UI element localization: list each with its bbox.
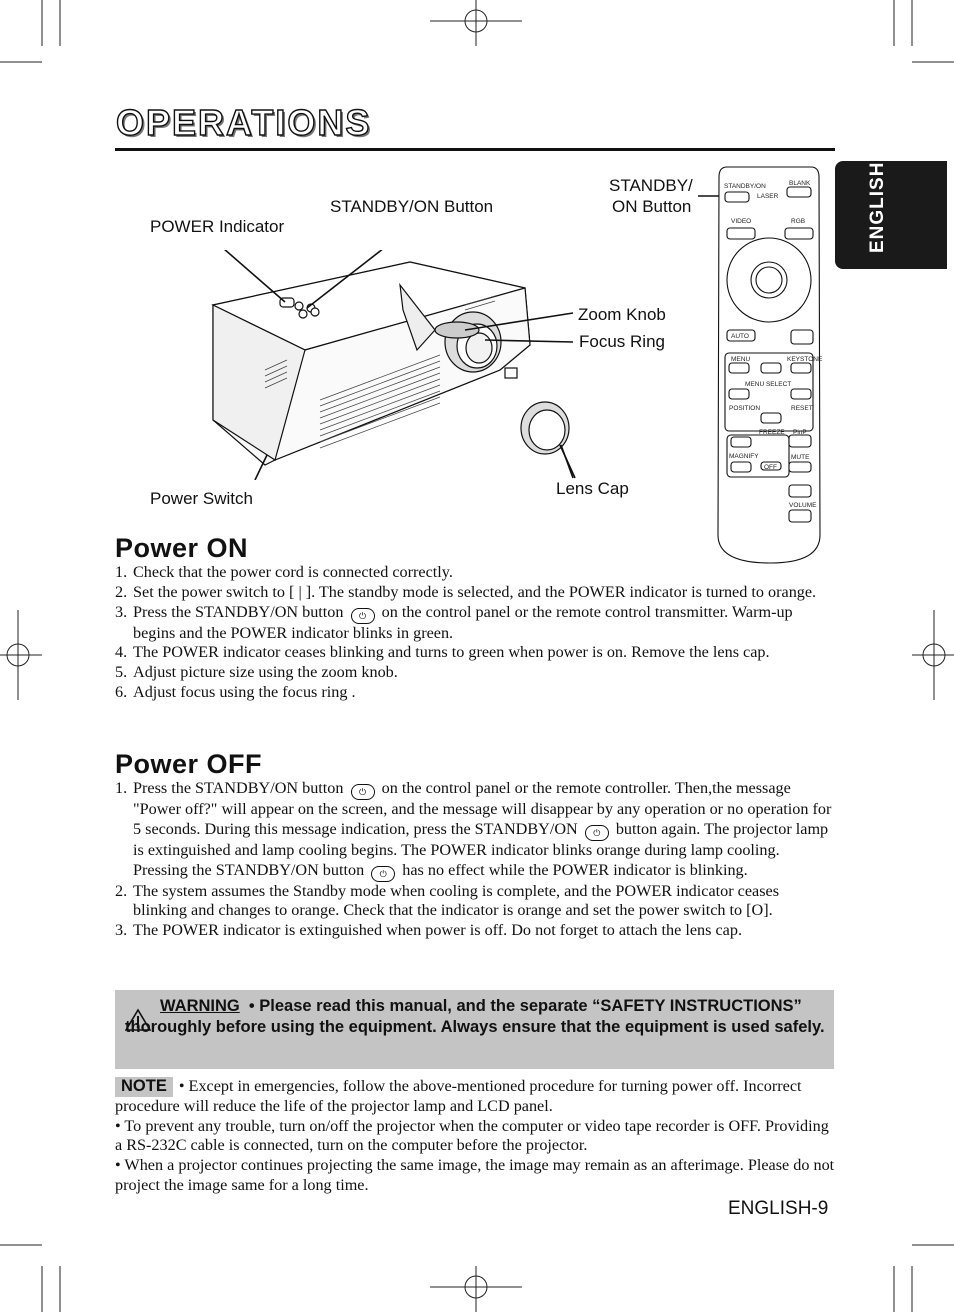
power-off-heading: Power OFF [115,749,263,779]
power-on-step: 4. The POWER indicator ceases blinking and turns to green when power is on. Remove the lens cap. [115,643,770,662]
remote-text-video: VIDEO [731,218,752,225]
note-paragraph: • When a projector continues projecting the same image, the image may remain as an afterimage. Please do not project the image same for a long time. [115,1156,835,1194]
power-off-steps [115,779,835,941]
remote-text-magnify: MAGNIFY [729,453,759,460]
remote-text-position: POSITION [729,405,761,412]
remote-text-off: OFF [764,464,777,471]
label-remote-standby-line1: STANDBY/ [609,176,693,195]
note-section [115,1077,835,1196]
power-on-steps [115,563,835,703]
standby-on-icon: ⏻ [585,825,609,841]
power-on-heading: Power ON [115,533,249,563]
remote-control [715,165,825,567]
label-zoom-knob: Zoom Knob [578,305,666,324]
label-power-indicator: POWER Indicator [150,217,285,236]
lens-cap-leader [555,440,585,480]
remote-text-volume: VOLUME [789,502,817,509]
standby-on-icon: ⏻ [371,866,395,882]
power-on-step: 1. Check that the power cord is connected correctly. [115,563,453,581]
warning-box [115,990,834,1069]
standby-on-icon: ⏻ [351,608,375,624]
remote-text-reset: RESET [791,405,813,412]
remote-text-freeze: FREEZE [759,429,785,436]
standby-on-icon: ⏻ [351,784,375,800]
label-standby-on-button: STANDBY/ON Button [330,197,494,216]
remote-text-pinp: PinP [793,429,807,436]
power-on-step: 2. Set the power switch to [ | ]. The standby mode is selected, and the POWER indicator is turned to orange. [115,582,817,601]
power-on-step: 3. Press the STANDBY/ON button ⏻ on the control panel or the remote control transmitter. Warm-up begins and the POWER indicator blinks in green. [115,602,793,642]
warning-label: WARNING [160,997,240,1015]
page-number: ENGLISH-9 [728,1198,829,1219]
label-power-switch: Power Switch [150,489,253,508]
projector-illustration [195,250,585,480]
remote-text-laser: LASER [757,193,779,200]
note-paragraph: NOTE • Except in emergencies, follow the above-mentioned procedure for turning power off. Incorrect procedure will reduce the life of the projector lamp and LCD panel. [115,1077,802,1115]
language-tab-label: ENGLISH [867,161,888,253]
remote-text-standby: STANDBY/ON [724,183,766,190]
page-title: OPERATIONS [116,102,372,143]
note-label: NOTE [115,1077,173,1097]
power-off-step: 3. The POWER indicator is extinguished when power is off. Do not forget to attach the lens cap. [115,921,742,940]
label-lens-cap: Lens Cap [556,479,629,498]
title-rule [115,148,835,151]
remote-text-mute: MUTE [791,454,810,461]
remote-text-menu: MENU [731,356,751,363]
power-on-step: 5. Adjust picture size using the zoom knob. [115,663,398,682]
remote-text-rgb: RGB [791,218,806,225]
language-tab [835,161,947,269]
note-paragraph: • To prevent any trouble, turn on/off the projector when the computer or video tape recorder is OFF. Providing a RS-232C cable is connected, turn on the computer before the projector. [115,1116,829,1155]
power-on-step: 6. Adjust focus using the focus ring . [115,682,356,701]
power-off-step: 2. The system assumes the Standby mode when cooling is complete, and the POWER indicator ceases blinking and changes to orange. Check that the indicator is orange and set the power switch to [O]. [115,881,780,920]
label-remote-standby-line2: ON Button [612,197,692,216]
label-focus-ring: Focus Ring [579,332,665,351]
remote-text-auto: AUTO [731,333,749,340]
remote-text-blank: BLANK [789,180,811,187]
power-off-step: 1. Press the STANDBY/ON button ⏻ on the control panel or the remote controller. Then,the message "Power off?" will appear on the screen, and the message will disappear by any operation or no operation for 5 seconds. During this message indication, press the STANDBY/ON ⏻ button again. The projector lamp is extinguished and lamp cooling begins. The POWER indicator blinks orange during lamp cooling. Pressing the STANDBY/ON button ⏻ has no effect while the POWER indicator is blinking. [115,779,835,882]
remote-text-keystone: KEYSTONE [787,356,823,363]
warning-text: WARNING • Please read this manual, and the separate “SAFETY INSTRUCTIONS” thoroughly before using the equipment. Always ensure that the equipment is used safely. [125,997,825,1036]
remote-text-menu-select: MENU SELECT [745,381,792,388]
